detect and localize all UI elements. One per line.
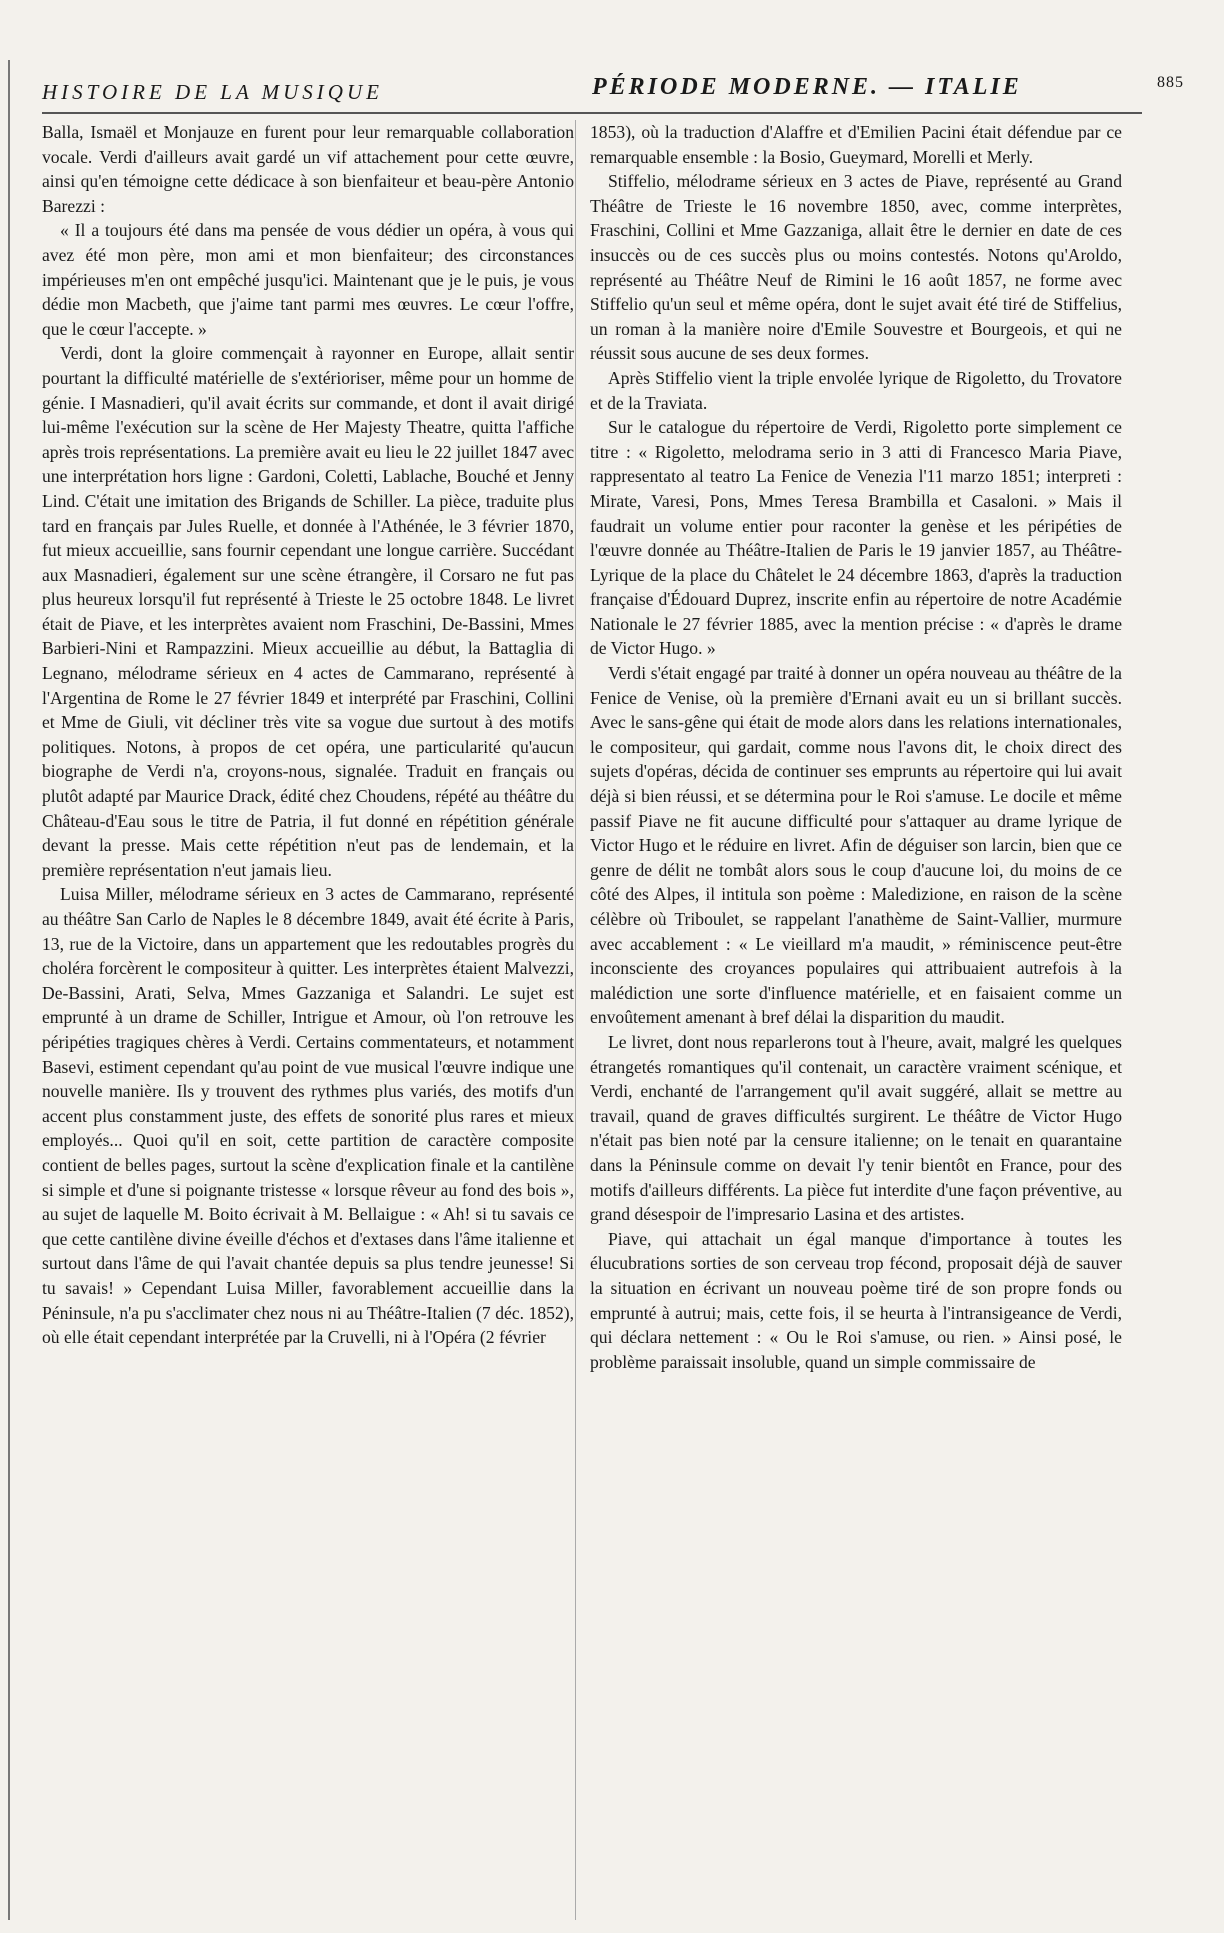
running-title-left: HISTOIRE DE LA MUSIQUE [42, 80, 383, 104]
paragraph: 1853), où la traduction d'Alaffre et d'Emilien Pacini était défendue par ce remarquable ensemble : la Bosio, Gueymard, Morelli et Merly. [590, 122, 1122, 167]
paragraph: Balla, Ismaël et Monjauze en furent pour leur remarquable collaboration vocale. Verdi d'ailleurs avait gardé un vif attachement pour cette œuvre, ainsi qu'en témoigne cette dédicace à son bienfaiteur et beau-père Antonio Barezzi : [42, 122, 574, 216]
paragraph: Le livret, dont nous reparlerons tout à l'heure, avait, malgré les quelques étrangetés romantiques qu'il contenait, un caractère vraiment scénique, et Verdi, enchanté de l'arrangement qu'il avait suggéré, allait se mettre au travail, quand de graves difficultés surgirent. Le théâtre de Victor Hugo n'était pas bien noté par la censure italienne; on le tenait en quarantaine dans la Péninsule comme on devait l'y tenir bientôt en France, pour des motifs d'ailleurs différents. La pièce fut interdite d'une façon préventive, au grand désespoir de l'impresario Lasina et des artistes. [590, 1031, 1122, 1225]
paragraph: Luisa Miller, mélodrame sérieux en 3 actes de Cammarano, représenté au théâtre San Carlo de Naples le 8 décembre 1849, avait été écrite à Paris, 13, rue de la Victoire, dans un appartement que les redoutables progrès du choléra forcèrent le compositeur à quitter. Les interprètes étaient Malvezzi, De-Bassini, Arati, Selva, Mmes Gazzaniga et Salandri. Le sujet est emprunté à un drame de Schiller, Intrigue et Amour, où l'on retrouve les péripéties tragiques chères à Verdi. Certains commentateurs, et notamment Basevi, estiment cependant qu'au point de vue musical l'œuvre indique une nouvelle manière. Ils y trouvent des rythmes plus variés, des motifs d'un accent plus constamment juste, des effets de sonorité plus rares et mieux employés... Quoi qu'il en soit, cette partition de caractère composite contient de belles pages, surtout la scène d'explication finale et la cantilène si simple et d'une si poignante tristesse « lorsque rêveur au fond des bois », au sujet de laquelle M. Boito écrivait à M. Bellaigue : « Ah! si tu savais ce que cette cantilène divine éveille d'échos et d'extases dans l'âme italienne et surtout dans l'âme de qui l'avait chantée depuis sa plus tendre jeunesse! Si tu savais! » Cependant Luisa Miller, favorablement accueillie dans la Péninsule, n'a pu s'acclimater chez nous ni au Théâtre-Italien (7 déc. 1852), où elle était cependant interprétée par la Cruvelli, ni à l'Opéra (2 février [42, 884, 574, 1348]
paragraph: « Il a toujours été dans ma pensée de vous dédier un opéra, à vous qui avez été mon père, mon ami et mon bienfaiteur; des circonstances impérieuses m'en ont empêché jusqu'ici. Maintenant que je le puis, je vous dédie mon Macbeth, que j'aime tant parmi mes œuvres. Le cœur l'offre, que le cœur l'accepte. » [42, 220, 574, 339]
paragraph: Verdi s'était engagé par traité à donner un opéra nouveau au théâtre de la Fenice de Venise, où la première d'Ernani avait eu un si brillant succès. Avec le sans-gêne qui était de mode alors dans les relations internationales, le compositeur, qui gardait, comme nous l'avons dit, le choix direct des sujets d'opéras, décida de continuer ses emprunts au répertoire qui lui avait déjà si bien réussi, et se détermina pour le Roi s'amuse. Le docile et même passif Piave ne fit aucune difficulté pour s'attaquer au drame lyrique de Victor Hugo et le réduire en livret. Afin de déguiser son larcin, bien que ce genre de délit ne tombât alors sous le coup d'aucune loi, du moins de ce côté des Alpes, il intitula son poème : Maledizione, en raison de la scène célèbre où Triboulet, se rappelant l'anathème de Saint-Vallier, murmure avec accablement : « Le vieillard m'a maudit, » réminiscence peut-être inconsciente des croyances populaires qui attribuaient autrefois à la malédiction une sorte d'influence matérielle, et en faisaient comme un envoûtement amenant à bref délai la disparition du maudit. [590, 663, 1122, 1028]
paragraph: Verdi, dont la gloire commençait à rayonner en Europe, allait sentir pourtant la difficulté matérielle de s'extérioriser, même pour un homme de génie. I Masnadieri, qu'il avait écrits sur commande, et dont il avait dirigé lui-même l'exécution sur la scène de Her Majesty Theatre, quitta l'affiche après trois représentations. La première avait eu lieu le 22 juillet 1847 avec une interprétation hors ligne : Gardoni, Coletti, Lablache, Bouché et Jenny Lind. C'était une imitation des Brigands de Schiller. La pièce, traduite plus tard en français par Jules Ruelle, et donnée à l'Athénée, le 3 février 1870, fut mieux accueillie, sans fournir cependant une longue carrière. Succédant aux Masnadieri, également sur une scène étrangère, il Corsaro ne fut pas plus heureux lorsqu'il fut représenté à Trieste le 25 octobre 1848. Le livret était de Piave, et les interprètes avaient nom Fraschini, De-Bassini, Mmes Barbieri-Nini et Rampazzini. Mieux accueillie au début, la Battaglia di Legnano, mélodrame sérieux en 4 actes de Cammarano, représenté à l'Argentina de Rome le 27 février 1849 et interprété par Fraschini, Collini et Mme de Giuli, vit décliner très vite sa vogue due surtout à des motifs politiques. Notons, à propos de cet opéra, une particularité qu'aucun biographe de Verdi n'a, croyons-nous, signalée. Traduit en français ou plutôt adapté par Maurice Drack, édité chez Choudens, répété au théâtre du Château-d'Eau sous le titre de Patria, il fut donné en répétition générale devant la presse. Mais cette répétition n'eut pas de lendemain, et la première représentation n'eut jamais lieu. [42, 343, 574, 880]
running-title-right: PÉRIODE MODERNE. — ITALIE [592, 74, 1022, 100]
page-number: 885 [1157, 74, 1184, 91]
paragraph: Piave, qui attachait un égal manque d'importance à toutes les élucubrations sorties de son cerveau trop fécond, proposait déjà de sauver la situation en écrivant un nouveau poème tiré de son propre fonds ou emprunté à autrui; mais, cette fois, il se heurta à l'intransigeance de Verdi, qui déclara nettement : « Ou le Roi s'amuse, ou rien. » Ainsi posé, le problème paraissait insoluble, quand un simple commissaire de [590, 1228, 1122, 1372]
header-rule [42, 112, 1142, 114]
paragraph: Après Stiffelio vient la triple envolée lyrique de Rigoletto, du Trovatore et de la Traviata. [590, 367, 1122, 413]
running-header [42, 74, 1196, 114]
paragraph: Sur le catalogue du répertoire de Verdi, Rigoletto porte simplement ce titre : « Rigoletto, melodrama serio in 3 atti di Francesco Maria Piave, rappresentato al teatro La Fenice de Venezia l'11 marzo 1851; interpreti : Mirate, Varesi, Pons, Mmes Teresa Brambilla et Casaloni. » Mais il faudrait un volume entier pour raconter la genèse et les péripéties de l'œuvre donnée au Théâtre-Italien de Paris le 19 janvier 1857, au Théâtre-Lyrique de la place du Châtelet le 24 décembre 1863, d'après la traduction française d'Édouard Duprez, inscrite enfin au répertoire de notre Académie Nationale le 27 février 1885, avec la mention précise : « d'après le drame de Victor Hugo. » [590, 417, 1122, 659]
left-column [42, 120, 574, 1350]
page-edge-rule [8, 60, 10, 1920]
column-divider [575, 120, 576, 1920]
paragraph: Stiffelio, mélodrame sérieux en 3 actes de Piave, représenté au Grand Théâtre de Trieste le 16 novembre 1850, avec, comme interprètes, Fraschini, Collini et Mme Gazzaniga, allait être le dernier en date de ces insuccès ou de ces succès plus ou moins contestés. Notons qu'Aroldo, représenté au Théâtre Neuf de Rimini le 16 août 1857, ne forme avec Stiffelio qu'un seul et même opéra, dont le sujet avait été tiré de Stiffelius, un roman à la manière noire d'Emile Souvestre et Bourgeois, et qui ne réussit sous aucune de ses deux formes. [590, 171, 1122, 364]
right-column [590, 120, 1122, 1374]
